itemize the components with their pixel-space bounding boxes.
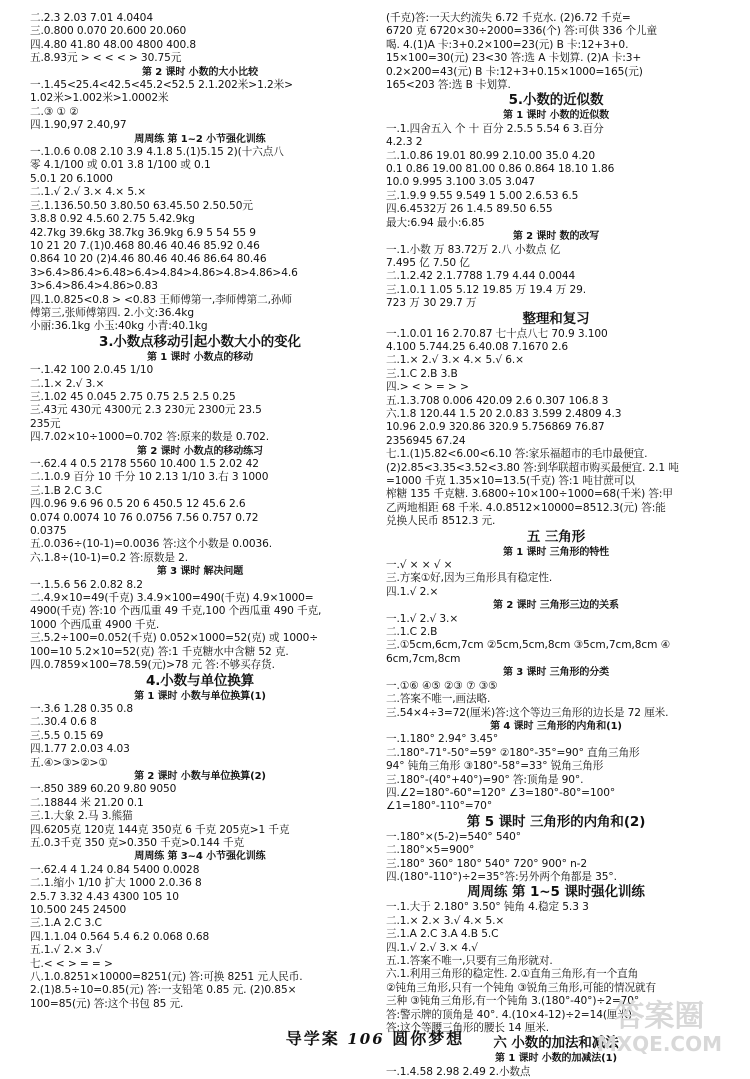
answer-line: 二.③ ① ② xyxy=(30,105,79,118)
answer-line: =1000 千克 1.35×10=13.5(千克) 答:1 吨甘蔗可以 xyxy=(386,475,635,487)
lesson-heading: 第 1 课时 三角形的特性 xyxy=(502,546,610,558)
answer-line: (2)2.85<3.35<3.52<3.80 答:到华联超市购买最便宜. 2.1 吨 xyxy=(386,461,679,474)
answer-line: 二.1.缩小 1/10 扩大 1000 2.0.36 8 xyxy=(30,877,202,890)
answer-line: 喝. 4.(1)A 卡:3+0.2×100=23(元) B 卡:12+3+0. xyxy=(386,38,629,51)
answer-line: 三.43元 430元 4300元 2.3 230元 2300元 23.5 xyxy=(30,404,262,417)
answer-line: 10.96 2.0.9 320.86 320.9 5.756869 76.87 xyxy=(386,421,605,434)
answer-line: 3>6.4>86.4>4.86>0.83 xyxy=(30,280,158,293)
answer-line: 一.1.180° 2.94° 3.45° xyxy=(386,733,499,746)
lesson-heading: 第 3 课时 三角形的分类 xyxy=(502,667,610,679)
answer-line: 165<203 答:选 B 卡划算. xyxy=(386,79,511,92)
answer-line: 6cm,7cm,8cm xyxy=(386,652,461,665)
answer-line: 一.1.4.58 2.98 2.49 2.小数点 xyxy=(386,1065,531,1078)
answer-line: 7.495 亿 7.50 亿 xyxy=(386,256,470,269)
answer-line: 六.1.8÷(10-1)=0.2 答:原数是 2. xyxy=(30,551,189,564)
answer-line: 二.答案不唯一,画法略. xyxy=(386,693,491,706)
answer-line: 六.1.利用三角形的稳定性. 2.①直角三角形,有一个直角 xyxy=(386,968,639,981)
answer-line: 10 21 20 7.(1)0.468 80.46 40.46 85.92 0.46 xyxy=(30,239,260,252)
answer-line: 一.850 389 60.20 9.80 9050 xyxy=(30,783,177,796)
answer-line: 四.6205克 120克 144克 350克 6 千克 205克>1 千克 xyxy=(30,823,290,836)
section-heading: 周周练 第 1~5 课时强化训练 xyxy=(467,884,645,901)
answer-line: 四.(180°-110°)÷2=35°答:另外两个角都是 35°. xyxy=(386,870,617,883)
lesson-heading: 第 2 课时 数的改写 xyxy=(512,231,600,243)
answer-line: 5.0.1 20 6.1000 xyxy=(30,172,113,185)
answer-line: 二.1.√ 2.√ 3.× 4.× 5.× xyxy=(30,186,146,199)
answer-line: 235元 xyxy=(30,417,61,430)
answer-line: 五.1.√ 2.× 3.√ xyxy=(30,944,103,957)
answer-line: 四.0.96 9.6 96 0.5 20 6 450.5 12 45.6 2.6 xyxy=(30,498,246,511)
answer-line: 三.1.大象 2.马 3.熊猫 xyxy=(30,810,133,823)
section-heading: 五 三角形 xyxy=(526,528,586,545)
answer-line: 八.1.0.8251×10000=8251(元) 答:可换 8251 元人民币. xyxy=(30,971,303,984)
answer-line: 四.7.02×10÷1000=0.702 答:原来的数是 0.702. xyxy=(30,431,270,444)
lesson-heading: 第 4 课时 三角形的内角和(1) xyxy=(490,720,622,732)
section-heading: 整理和复习 xyxy=(522,310,590,327)
answer-line: 答:这个等腰三角形的腰长 14 厘米. xyxy=(386,1022,549,1035)
lesson-heading: 第 2 课时 小数与单位换算(2) xyxy=(134,770,266,782)
answer-line: 94° 钝角三角形 ③180°-58°=33° 锐角三角形 xyxy=(386,760,604,773)
lesson-heading: 第 2 课时 小数的大小比较 xyxy=(141,66,258,78)
answer-line: 四.1.90,97 2.40,97 xyxy=(30,119,127,132)
answer-line: 一.1.45<25.4<42.5<45.2<52.5 2.1.202米>1.2米> xyxy=(30,79,293,92)
section-heading: 3.小数点移动引起小数大小的变化 xyxy=(99,333,301,350)
answer-line: 一.1.√ 2.√ 3.× xyxy=(386,612,459,625)
answer-line: 三.1.02 45 0.045 2.75 0.75 2.5 2.5 0.25 xyxy=(30,390,236,403)
answer-line: 100=10 5.2×10=52(克) 答:1 千克糖水中含糖 52 克. xyxy=(30,645,289,658)
answer-line: 三.①5cm,6cm,7cm ②5cm,5cm,8cm ③5cm,7cm,8cm ④ xyxy=(386,639,671,652)
answer-line: 榨糖 135 千克糖. 3.6800÷10×100÷1000=68(千米) 答:甲 xyxy=(386,488,673,501)
answer-line: 三.1.A 2.C 3.C xyxy=(30,917,102,930)
answer-line: 六.1.8 120.44 1.5 20 2.0.83 3.599 2.4809 4.3 xyxy=(386,407,622,420)
answer-line: 一.1.0.6 0.08 2.10 3.9 4.1.8 5.(1)5.15 2)(十六点八 xyxy=(30,146,284,159)
answer-line: 兑换人民币 8512.3 元. xyxy=(386,515,496,528)
answer-line: 二.2.3 2.03 7.01 4.0404 xyxy=(30,12,153,24)
section-heading: 第 5 课时 三角形的内角和(2) xyxy=(466,813,646,830)
answer-line: 2356945 67.24 xyxy=(386,434,466,447)
answer-line: 一.1.大于 2.180° 3.50° 钝角 4.稳定 5.3 3 xyxy=(386,901,589,914)
answer-line: 三.1.B 2.C 3.C xyxy=(30,484,102,497)
answer-line: 三.1.A 2.C 3.A 4.B 5.C xyxy=(386,928,499,941)
answer-line: 15×100=30(元) 23<30 答:选 A 卡划算. (2)A 卡:3+ xyxy=(386,52,642,65)
answer-line: 三.1.0.1 1.05 5.12 19.85 万 19.4 万 29. xyxy=(386,283,587,296)
answer-line: 乙两地相距 68 千米. 4.0.8512×10000=8512.3(元) 答:能 xyxy=(386,501,666,514)
answer-line: 四.1.√ 2.× xyxy=(386,585,439,598)
answer-line: 4.2.3 2 xyxy=(386,136,423,149)
lesson-heading: 第 3 课时 解决问题 xyxy=(156,566,244,578)
answer-line: 二.30.4 0.6 8 xyxy=(30,716,97,729)
answer-line: 1.02米>1.002米>1.0002米 xyxy=(30,92,169,105)
answer-line: 四.4.80 41.80 48.00 4800 400.8 xyxy=(30,38,197,51)
answer-line: 0.1 0.86 19.00 81.00 0.86 0.864 18.10 1.86 xyxy=(386,163,615,176)
answer-line: 三.180°-(40°+40°)=90° 答:顶角是 90°. xyxy=(386,773,584,786)
answer-line: 0.074 0.0074 10 76 0.0756 7.56 0.757 0.72 xyxy=(30,511,259,524)
answer-line: 三.180° 360° 180° 540° 720° 900° n-2 xyxy=(386,857,588,870)
answer-line: 四.1.√ 2.√ 3.× 4.√ xyxy=(386,941,478,954)
answer-line: 一.62.4 4 0.5 2178 5560 10.400 1.5 2.02 42 xyxy=(30,458,259,470)
answer-line: 4900(千克) 答:10 个西瓜重 49 千克,100 个西瓜重 490 千克, xyxy=(30,605,322,618)
answer-line: 四.1.0.825<0.8 > <0.83 王师傅第一,李师傅第二,孙师 xyxy=(30,293,292,306)
answer-line: 四.∠2=180°-60°=120° ∠3=180°-80°=100° xyxy=(386,786,616,799)
answer-line: 723 万 30 29.7 万 xyxy=(386,297,477,310)
answer-line: 四.1.77 2.0.03 4.03 xyxy=(30,743,130,756)
answer-line: 1000 个西瓜重 4900 千克. xyxy=(30,618,160,631)
lesson-heading: 周周练 第 3~4 小节强化训练 xyxy=(134,851,266,863)
lesson-heading: 第 1 课时 小数的加减法(1) xyxy=(495,1053,617,1065)
lesson-heading: 第 1 课时 小数的近似数 xyxy=(502,110,610,122)
answer-line: 二.18844 米 21.20 0.1 xyxy=(30,796,144,809)
answer-line: 二.1.0.86 19.01 80.99 2.10.00 35.0 4.20 xyxy=(386,149,595,162)
answer-line: 一.1.四舍五入 个 十 百分 2.5.5 5.54 6 3.百分 xyxy=(386,122,604,135)
answer-line: 6720 克 6720×30÷2000=336(个) 答:可供 336 个儿童 xyxy=(386,25,657,38)
answer-line: 三.1.9.9 9.55 9.549 1 5.00 2.6.53 6.5 xyxy=(386,189,579,202)
answer-line: 二.1.C 2.B xyxy=(386,626,438,639)
answer-line: 三.1.136.50.50 3.80.50 63.45.50 2.50.50元 xyxy=(30,199,253,212)
answer-line: 四.> < > = > > xyxy=(386,381,469,394)
answer-line: 三.5.5 0.15 69 xyxy=(30,729,104,742)
answer-line: 3.8.8 0.92 4.5.60 2.75 5.42.9kg xyxy=(30,213,195,226)
answer-line: 二.1.2.42 2.1.7788 1.79 4.44 0.0044 xyxy=(386,270,576,283)
answer-line: 七.< < > = = > xyxy=(30,957,113,970)
answer-line: 五.④>③>②>① xyxy=(30,756,108,769)
page-number: 106 xyxy=(347,1030,385,1048)
answer-line: 二.1.0.9 百分 10 千分 10 2.13 1/10 3.右 3 1000 xyxy=(30,471,269,484)
answer-line: 傅第三,张师傅第四. 2.小文:36.4kg xyxy=(30,306,194,319)
answer-line: 0.864 10 20 (2)4.46 80.46 40.46 86.64 80.46 xyxy=(30,253,267,266)
answer-line: 三.方案①好,因为三角形具有稳定性. xyxy=(386,572,553,585)
lesson-heading: 第 1 课时 小数与单位换算(1) xyxy=(134,690,266,702)
answer-line: (千克)答:一天大约流失 6.72 千克水. (2)6.72 千克= xyxy=(386,12,631,24)
answer-line: 二.1.× 2.√ 3.× xyxy=(30,377,105,390)
watermark-title: 答案圈 xyxy=(614,999,705,1034)
answer-line: 小丽:36.1kg 小玉:40kg 小青:40.1kg xyxy=(30,320,208,333)
answer-line: 三.5.2÷100=0.052(千克) 0.052×1000=52(克) 或 1000÷ xyxy=(30,632,319,645)
site-watermark xyxy=(597,1001,722,1055)
answer-line: 五.0.036÷(10-1)=0.0036 答:这个小数是 0.0036. xyxy=(30,538,273,551)
answer-line: 0.0375 xyxy=(30,525,67,538)
answer-line: 3>6.4>86.4>6.48>6.4>4.84>4.86>4.8>4.86>4.6 xyxy=(30,266,298,279)
answer-line: 二.1.× 2.√ 3.× 4.× 5.√ 6.× xyxy=(386,354,524,367)
answer-line: 二.4.9×10=49(千克) 3.4.9×100=490(千克) 4.9×1000= xyxy=(30,592,314,605)
answer-line: 4.100 5.744.25 6.40.08 7.1670 2.6 xyxy=(386,340,569,353)
lesson-heading: 第 2 课时 小数点的移动练习 xyxy=(137,445,263,457)
answer-line: 一.180°×(5-2)=540° 540° xyxy=(386,830,522,843)
section-heading: 六 小数的加法和减法 xyxy=(493,1035,619,1052)
answer-line: 五.8.93元 > < < < > 30.75元 xyxy=(30,52,182,65)
answer-line: 一.3.6 1.28 0.35 0.8 xyxy=(30,702,134,715)
lesson-heading: 第 2 课时 三角形三边的关系 xyxy=(493,600,619,612)
answer-line: 三.1.C 2.B 3.B xyxy=(386,367,458,380)
answer-line: 100=85(元) 答:这个书包 85 元. xyxy=(30,997,184,1010)
answer-line: 一.1.小数 万 83.72万 2.八 小数点 亿 xyxy=(386,243,561,256)
answer-line: 最大:6.94 最小:6.85 xyxy=(386,216,485,229)
lesson-heading: 第 1 课时 小数点的移动 xyxy=(146,351,254,363)
answer-line: 一.√ × × √ × xyxy=(386,559,453,572)
footer-slogan: 圆你梦想 xyxy=(392,1029,465,1048)
answer-line: 四.1.1.04 0.564 5.4 6.2 0.068 0.68 xyxy=(30,930,210,943)
left-column xyxy=(30,12,370,1011)
answer-line: 10.500 245 24500 xyxy=(30,904,127,916)
answer-line: 二.180°×5=900° xyxy=(386,844,475,857)
answer-line: 二.180°-71°-50°=59° ②180°-35°=90° 直角三角形 xyxy=(386,746,640,759)
answer-line: 2.5.7 3.32 4.43 4300 105 10 xyxy=(30,890,179,903)
answer-line: ②钝角三角形,只有一个钝角 ③锐角三角形,可能的情况就有 xyxy=(386,981,656,994)
right-column xyxy=(386,12,726,1079)
answer-line: 一.62.4 4 1.24 0.84 5400 0.0028 xyxy=(30,863,200,876)
answer-line: 一.1.42 100 2.0.45 1/10 xyxy=(30,364,154,377)
answer-line: 一.1.5.6 56 2.0.82 8.2 xyxy=(30,578,143,591)
footer-brand: 导学案 xyxy=(285,1029,340,1048)
section-heading: 4.小数与单位换算 xyxy=(145,672,255,689)
answer-line: 三.54×4÷3=72(厘米)答:这个等边三角形的边长是 72 厘米. xyxy=(386,706,669,719)
answer-line: 0.2×200=43(元) B 卡:12+3+0.15×1000=165(元) xyxy=(386,65,643,78)
answer-line: 七.1.(1)5.82<6.00<6.10 答:家乐福超市的毛巾最便宜. xyxy=(386,448,648,461)
answer-line: 四.6.4532万 26 1.4.5 89.50 6.55 xyxy=(386,203,553,216)
answer-line: 答:警示牌的顶角是 40°. 4.(10×4-12)÷2=14(厘米) xyxy=(386,1008,632,1021)
answer-line: 一.①⑥ ④⑤ ②③ ⑦ ③⑤ xyxy=(386,679,498,692)
answer-line: 10.0 9.995 3.100 3.05 3.047 xyxy=(386,176,535,189)
answer-line: 42.7kg 39.6kg 38.7kg 36.9kg 6.9 5 54 55 9 xyxy=(30,226,256,239)
answer-line: 二.1.× 2.× 3.√ 4.× 5.× xyxy=(386,914,505,927)
answer-line: 一.1.0.01 16 2.70.87 七十点八七 70.9 3.100 xyxy=(386,327,608,340)
answer-line: 四.0.7859×100=78.59(元)>78 元 答:不够买存货. xyxy=(30,659,275,672)
lesson-heading: 周周练 第 1~2 小节强化训练 xyxy=(134,133,266,145)
answer-line: 三种 ③钝角三角形,有一个钝角 3.(180°-40°)÷2=70° xyxy=(386,995,640,1008)
section-heading: 5.小数的近似数 xyxy=(508,92,604,109)
answer-line: 零 4.1/100 或 0.01 3.8 1/100 或 0.1 xyxy=(30,159,211,172)
answer-line: 五.0.3千克 350 克>0.350 千克>0.144 千克 xyxy=(30,836,244,849)
answer-line: 五.1.3.708 0.006 420.09 2.6 0.307 106.8 3 xyxy=(386,394,609,407)
answer-line: ∠1=180°-110°=70° xyxy=(386,800,493,813)
answer-line: 2.(1)8.5÷10=0.85(元) 答:一支铅笔 0.85 元. (2)0.85× xyxy=(30,984,297,997)
answer-line: 三.0.800 0.070 20.600 20.060 xyxy=(30,25,187,38)
watermark-url: MXQE.COM xyxy=(596,1032,722,1056)
answer-line: 五.1.答案不唯一,只要有三角形就对. xyxy=(386,955,553,967)
